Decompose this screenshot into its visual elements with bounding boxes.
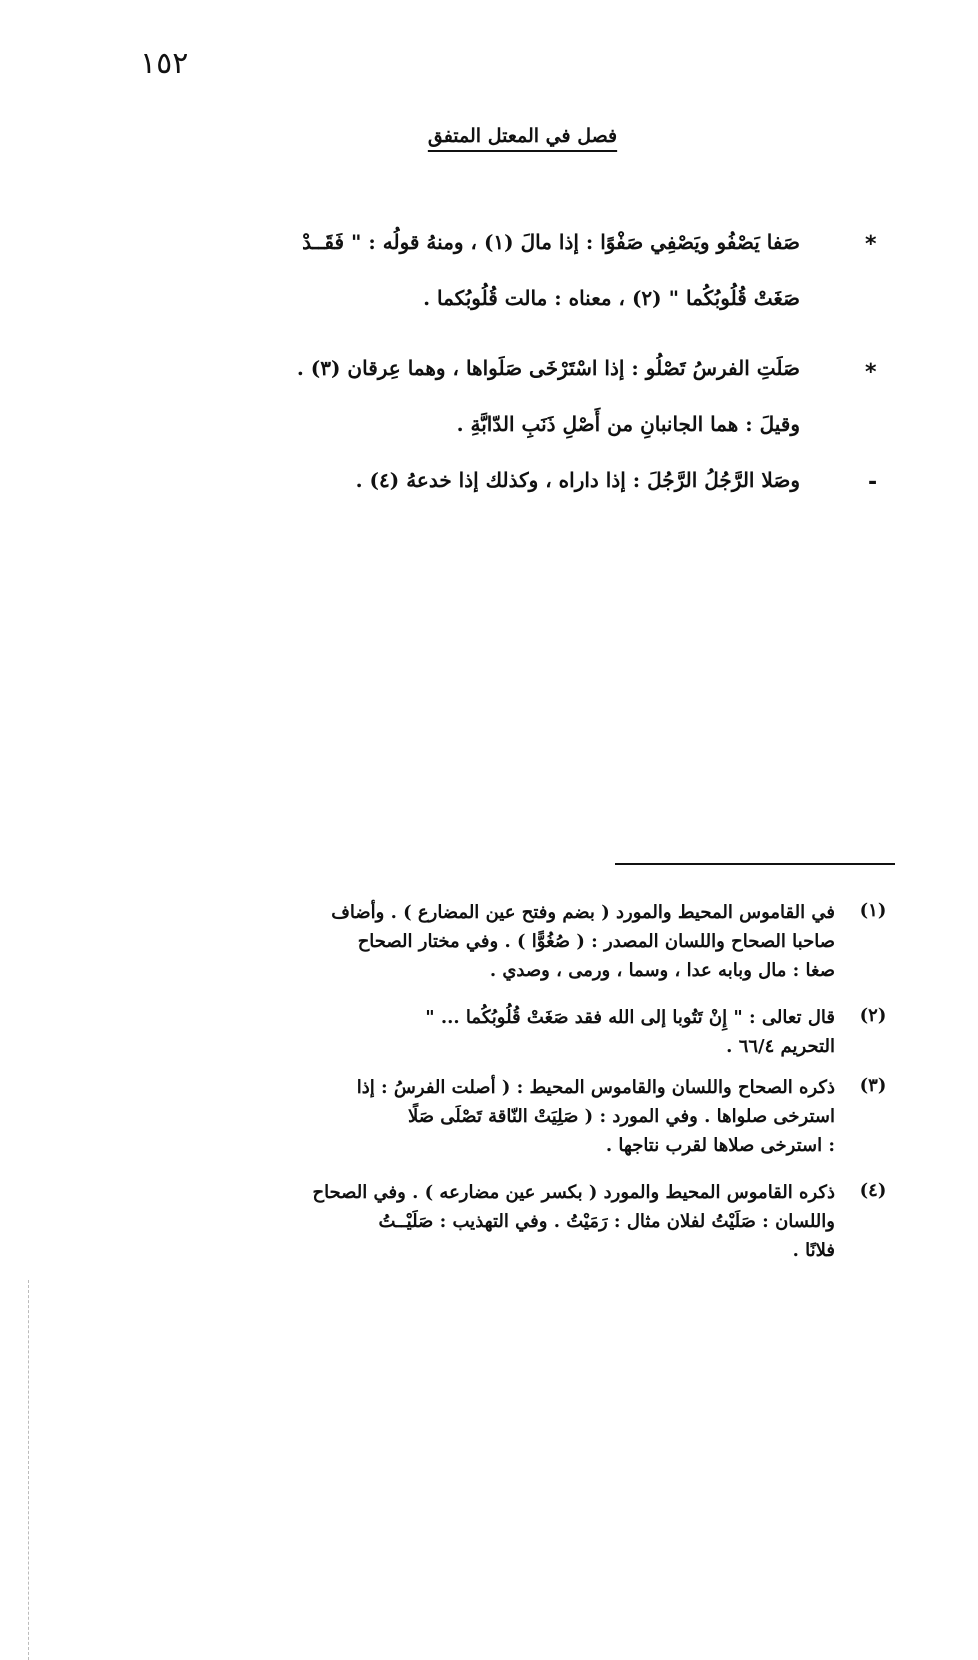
footnote-line: : استرخى صلاها لقرب نتاجها . bbox=[605, 1135, 835, 1156]
entry-line: صَفا يَصْفُو ويَصْفِي صَفْوًا : إذا مالَ (١) ، ومنهُ قولُه : " فَقَــدْ bbox=[302, 230, 800, 254]
footnote-line: ذكره الصحاح واللسان والقاموس المحيط : ( أصلت الفرسُ : إذا bbox=[356, 1077, 835, 1098]
entry-paragraph bbox=[130, 340, 800, 452]
scan-edge-mark bbox=[28, 1280, 30, 1660]
entry-line: صَلَتِ الفرسُ تَصْلُو : إذا اسْتَرْخَى صَلَواها ، وهما عِرقان (٣) . bbox=[296, 356, 800, 380]
footnote-line: قال تعالى : " إِنْ تَتُوبا إلى الله فقد صَغَتْ قُلُوبُكُما ... " bbox=[425, 1007, 835, 1028]
footnote bbox=[125, 1178, 835, 1265]
footnote-line: في القاموس المحيط والمورد ( بضم وفتح عين المضارع ) . وأضاف bbox=[331, 902, 835, 923]
chapter-title: فصل في المعتل المتفق bbox=[427, 125, 618, 147]
footnote bbox=[125, 898, 835, 985]
footnote-number: (٢) bbox=[859, 1005, 887, 1026]
footnote-line: صغا : مال وبابه عدا ، وسما ، ورمى ، وصدي . bbox=[489, 960, 835, 981]
footnote bbox=[125, 1003, 835, 1061]
entry-marker: * bbox=[865, 232, 877, 257]
footnote-line: فلانًا . bbox=[792, 1240, 835, 1261]
footnote-number: (٤) bbox=[859, 1180, 887, 1201]
entry-paragraph bbox=[130, 452, 800, 508]
footnote-line: التحريم ٦٦/٤ . bbox=[726, 1036, 835, 1057]
footnote-line: واللسان : صَلَيْتُ لفلان مثال : رَمَيْتُ . وفي التهذيب : صَلَيْــتُ bbox=[378, 1211, 835, 1232]
page-number: ١٥٢ bbox=[140, 46, 189, 81]
footnote-line: استرخى صلواها . وفي المورد : ( صَلِيَتْ النّاقة تَصْلَى صَلًا bbox=[408, 1106, 835, 1127]
footnote-line: صاحبا الصحاح واللسان المصدر : ( صُغُوًّا ) . وفي مختار الصحاح bbox=[357, 931, 835, 952]
footnote-number: (٣) bbox=[859, 1075, 887, 1096]
footnote-separator bbox=[615, 863, 895, 865]
entry-marker: * bbox=[865, 360, 877, 385]
entry-line: صَغَتْ قُلُوبُكُما " (٢) ، معناه : مالت قُلُوبُكما . bbox=[423, 286, 800, 310]
entry-marker: - bbox=[868, 470, 878, 495]
entry-line: وقيلَ : هما الجانبانِ من أَصْلِ ذَنَبِ الدّابَّةِ . bbox=[456, 412, 800, 436]
footnote-line: ذكره القاموس المحيط والمورد ( بكسر عين مضارعه ) . وفي الصحاح bbox=[312, 1182, 835, 1203]
footnote-number: (١) bbox=[859, 900, 887, 921]
entry-paragraph bbox=[130, 214, 800, 326]
entry-line: وصَلا الرَّجُلُ الرَّجُلَ : إذا داراه ، وكذلك إذا خدعهُ (٤) . bbox=[355, 468, 800, 492]
footnote bbox=[125, 1073, 835, 1160]
